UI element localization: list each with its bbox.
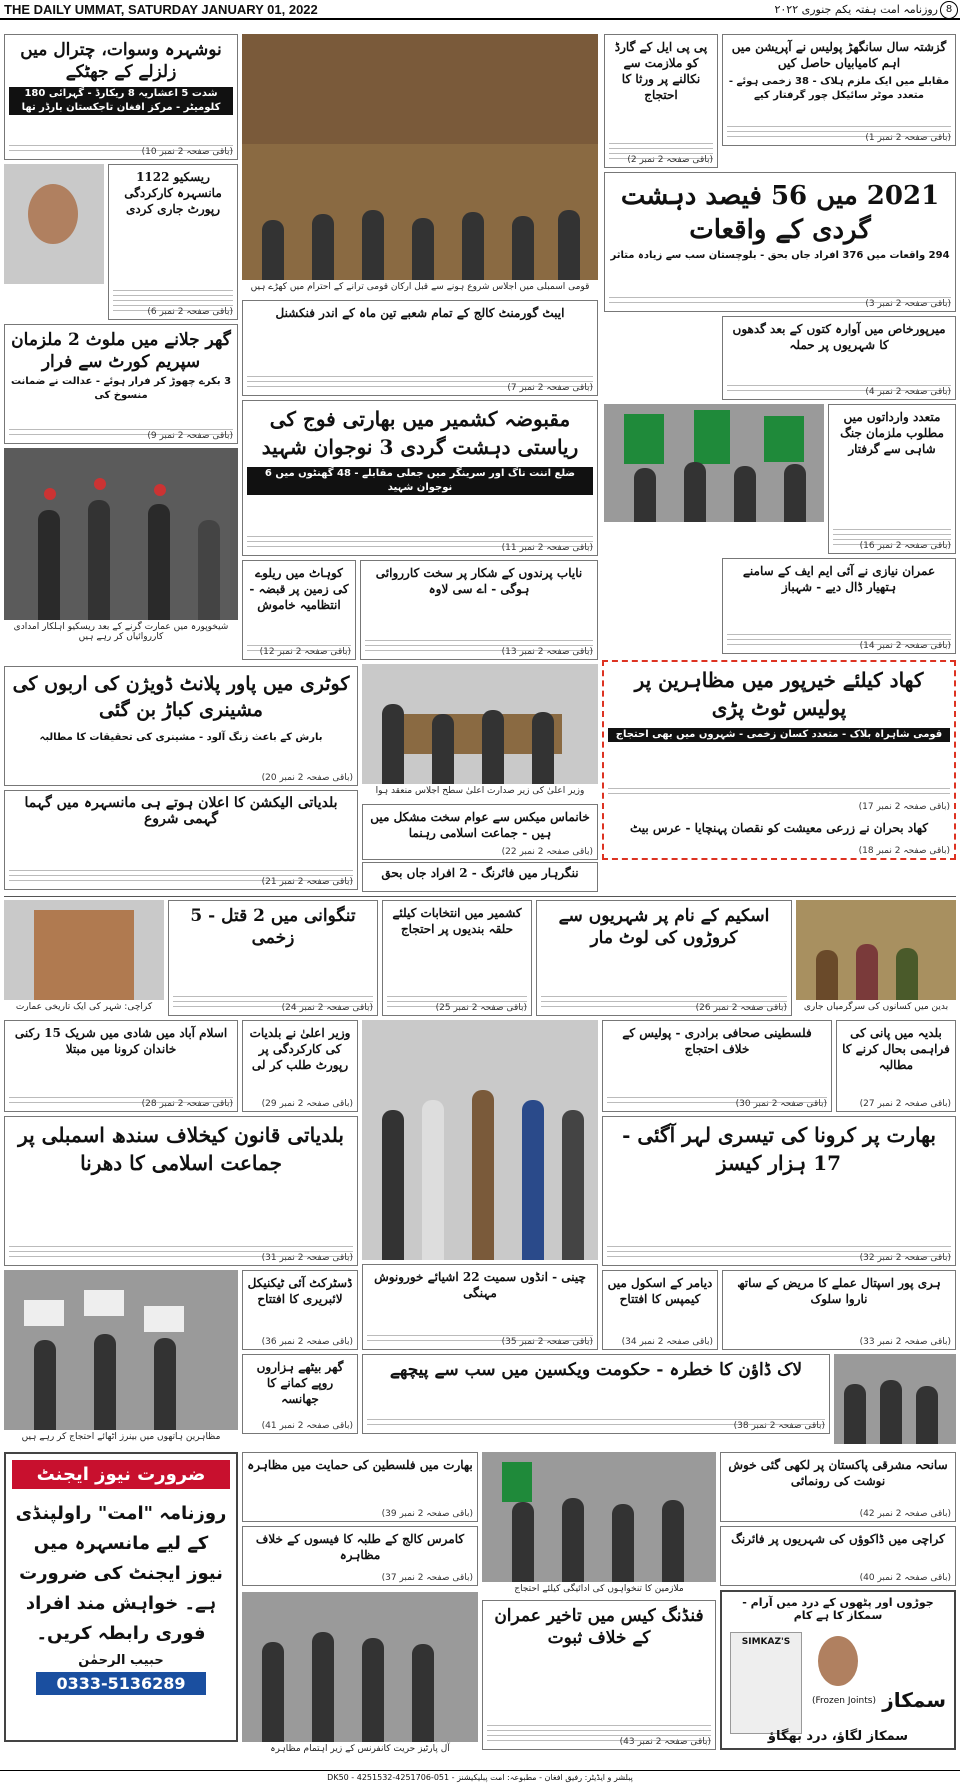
headline: لاک ڈاؤن کا خطرہ - حکومت ویکسین میں سب سے پیچھے — [389, 1360, 803, 1380]
story-s4 — [108, 164, 238, 320]
continuation: (باقی صفحہ 2 نمبر 13) — [501, 647, 593, 657]
masthead-urdu: روزنامہ امت ہفتہ یکم جنوری ۲۰۲۲ — [774, 3, 938, 16]
continuation: (باقی صفحہ 2 نمبر 1) — [865, 133, 951, 143]
photo-caption: وزیر اعلیٰ کی زیر صدارت اعلیٰ سطح اجلاس منعقد ہوا — [362, 786, 598, 800]
headline: ایبٹ گورمنٹ کالج کے تمام شعبے تین ماہ کے اندر فنکشنل — [275, 306, 565, 320]
story-s31 — [602, 1270, 718, 1350]
story-s20 — [168, 900, 378, 1016]
headline: عمران نیازی نے آئی ایم ایف کے سامنے ہتھیار ڈال دیے - شہباز — [742, 564, 936, 594]
story-s15 — [4, 790, 358, 890]
photo-building — [4, 900, 164, 1000]
photo-assembly — [242, 34, 598, 280]
ad-phone: 0333-5136289 — [36, 1672, 206, 1695]
headline: اسلام آباد میں شادی میں شریک 15 رکنی خاندان کرونا میں مبتلا — [14, 1026, 228, 1056]
headline: کوہاٹ میں ریلوے کی زمین پر قبضہ - انتظامیہ خاموش — [249, 566, 349, 612]
ad-sub: (Frozen Joints) — [812, 1696, 876, 1706]
photo-protesters — [834, 1354, 956, 1444]
continuation: (باقی صفحہ 2 نمبر 37) — [381, 1573, 473, 1583]
continuation: (باقی صفحہ 2 نمبر 3) — [865, 299, 951, 309]
subheadline: 294 واقعات میں 376 افراد جاں بحق - بلوچستان سب سے زیادہ متاثر — [610, 250, 950, 261]
photo-caption: بدین میں کسانوں کی سرگرمیاں جاری — [796, 1002, 956, 1016]
headline: سانحہ مشرقی پاکستان پر لکھی گئی خوش نوشت کی رونمائی — [728, 1458, 948, 1488]
story-s3 — [4, 34, 238, 160]
continuation: (باقی صفحہ 2 نمبر 29) — [261, 1099, 353, 1109]
continuation: (باقی صفحہ 2 نمبر 31) — [261, 1253, 353, 1263]
continuation: (باقی صفحہ 2 نمبر 30) — [735, 1099, 827, 1109]
ad-contact-name: حبیب الرحمٰن — [78, 1653, 164, 1668]
headline: بھارت میں فلسطین کی حمایت میں مظاہرہ — [247, 1458, 473, 1472]
continuation: (باقی صفحہ 2 نمبر 7) — [507, 383, 593, 393]
subheadline: شدت 5 اعشاریہ 8 ریکارڈ - گہرائی 180 کلومیٹر - مرکز افغان تاجکستان بارڈر تھا — [9, 87, 233, 115]
body — [608, 784, 950, 798]
continuation: (باقی صفحہ 2 نمبر 35) — [501, 1337, 593, 1347]
ad-slogan: سمکاز لگاؤ، درد بھگاؤ — [767, 1729, 909, 1744]
headline: متعدد وارداتوں میں مطلوب ملزمان جنگ شاہی سے گرفتار — [840, 410, 944, 456]
continuation: (باقی صفحہ 2 نمبر 40) — [859, 1573, 951, 1583]
continuation-2: (باقی صفحہ 2 نمبر 18) — [858, 846, 950, 856]
headline: کراچی میں ڈاکوؤں کی شہریوں پر فائرنگ — [731, 1532, 945, 1546]
story-s39 — [482, 1600, 716, 1750]
story-s7 — [4, 324, 238, 444]
photo-protest-banners — [4, 1270, 238, 1430]
story-s19 — [362, 862, 598, 892]
continuation: (باقی صفحہ 2 نمبر 43) — [619, 1737, 711, 1747]
story-s28 — [602, 1116, 956, 1266]
masthead-english: THE DAILY UMMAT, SATURDAY JANUARY 01, 2022 — [4, 2, 318, 17]
headline: میرپورخاص میں آوارہ کتوں کے بعد گدھوں کا شہریوں پر حملہ — [732, 322, 946, 352]
continuation: (باقی صفحہ 2 نمبر 16) — [859, 541, 951, 551]
headline: وزیر اعلیٰ نے بلدیات کی کارکردگی پر رپورٹ طلب کر لی — [249, 1026, 351, 1072]
story-s22 — [536, 900, 792, 1016]
ad-banner: ضرورت نیوز ایجنٹ — [12, 1460, 230, 1489]
story-s2 — [604, 34, 718, 168]
headline: تنگوانی میں 2 قتل - 5 زخمی — [190, 906, 356, 948]
photo-caption: قومی اسمبلی میں اجلاس شروع ہونے سے قبل ارکان قومی ترانے کے احترام میں کھڑے ہیں — [242, 282, 598, 296]
story-s16-highlighted — [602, 660, 956, 860]
story-s38 — [242, 1526, 478, 1586]
photo-group — [362, 1020, 598, 1260]
subheadline: ضلع اننت ناگ اور سرینگر میں جعلی مقابلے - 48 گھنٹوں میں 6 نوجوان شہید — [247, 467, 593, 495]
continuation: (باقی صفحہ 2 نمبر 21) — [261, 877, 353, 887]
story-s9 — [828, 404, 956, 554]
ad-brand-urdu: سمکاز — [882, 1688, 946, 1712]
headline: فلسطینی صحافی برادری - پولیس کے خلاف احتجاج — [622, 1026, 812, 1056]
continuation: (باقی صفحہ 2 نمبر 26) — [695, 1003, 787, 1013]
headline: کامرس کالج کے طلبہ کا فیسوں کے خلاف مظاہرہ — [255, 1532, 465, 1562]
headline: کھاد کیلئے خیرپور میں مظاہرین پر پولیس ٹوٹ پڑی — [634, 668, 924, 720]
continuation: (باقی صفحہ 2 نمبر 4) — [865, 387, 951, 397]
headline: ریسکیو 1122 مانسہرہ کارکردگی رپورٹ جاری کردی — [124, 170, 222, 216]
ad-tagline: جوڑوں اور پٹھوں کے درد میں آرام - سمکاز کا ہے کام — [742, 1596, 934, 1622]
story-s13 — [242, 560, 356, 660]
ad-portrait — [818, 1636, 858, 1686]
subheadline: 3 بکرے چھوڑ کر فرار ہوئے - عدالت نے ضمانت منسوخ کی — [10, 376, 232, 401]
headline-2: کھاد بحران نے زرعی معیشت کو نقصان پہنچایا - عرس بیٹ — [629, 821, 929, 835]
footer: پبلشر و ایڈیٹر: رفیق افغان - مطبوعہ: امت پبلیکیشنز - 051-4251706-4251532 - DK50 — [0, 1770, 960, 1784]
story-s37 — [720, 1452, 956, 1522]
photo-caption: کراچی: شہر کی ایک تاریخی عمارت — [4, 1002, 164, 1016]
story-s35 — [720, 1526, 956, 1586]
continuation: (باقی صفحہ 2 نمبر 36) — [261, 1337, 353, 1347]
continuation: (باقی صفحہ 2 نمبر 41) — [261, 1421, 353, 1431]
headline: کشمیر میں انتخابات کیلئے حلقہ بندیوں پر احتجاج — [392, 906, 522, 936]
story-s23 — [836, 1020, 956, 1112]
photo-protest-flags — [604, 404, 824, 522]
story-s10 — [242, 400, 598, 556]
headline: چینی - انڈوں سمیت 22 اشیائے خورونوش مہنگی — [374, 1270, 586, 1300]
continuation: (باقی صفحہ 2 نمبر 6) — [147, 307, 233, 317]
continuation: (باقی صفحہ 2 نمبر 25) — [435, 1003, 527, 1013]
ad-simkaz — [720, 1590, 956, 1750]
ad-news-agent — [4, 1452, 238, 1742]
photo-injured-person — [4, 164, 104, 284]
headline: گزشتہ سال سانگھڑ پولیس نے آپریشن میں اہم کامیابیاں حاصل کیں — [731, 40, 947, 70]
story-s36 — [242, 1354, 358, 1434]
continuation: (باقی صفحہ 2 نمبر 32) — [859, 1253, 951, 1263]
story-s11 — [722, 558, 956, 654]
story-s29 — [362, 1264, 598, 1350]
masthead — [0, 0, 960, 20]
headline: 2021 میں 56 فیصد دہشت گردی کے واقعات — [620, 181, 940, 245]
continuation: (باقی صفحہ 2 نمبر 38) — [733, 1421, 825, 1431]
story-s32 — [242, 1270, 358, 1350]
continuation: (باقی صفحہ 2 نمبر 12) — [259, 647, 351, 657]
continuation: (باقی صفحہ 2 نمبر 34) — [621, 1337, 713, 1347]
subheadline: مقابلے میں ایک ملزم ہلاک - 38 زخمی ہوئے - متعدد موٹر سائیکل چور گرفتار کیے — [728, 76, 950, 101]
headline: نوشہرہ وسوات، چترال میں زلزلے کے جھٹکے — [20, 40, 222, 82]
headline: ہری پور اسپتال عملے کا مریض کے ساتھ ناروا سلوک — [737, 1276, 941, 1306]
continuation: (باقی صفحہ 2 نمبر 33) — [859, 1337, 951, 1347]
headline: کوٹری میں پاور پلانٹ ڈویژن کی اربوں کی مشینری کباڑ بن گئی — [12, 673, 350, 721]
continuation: (باقی صفحہ 2 نمبر 10) — [141, 147, 233, 157]
headline: بھارت پر کرونا کی تیسری لہر آگئی - 17 ہزار کیسز — [622, 1123, 936, 1175]
ad-text: روزنامہ "امت" راولپنڈی کے لیے مانسہرہ میں نیوز ایجنٹ کی ضرورت ہے۔ خواہش مند افراد فوری رابطہ کریں۔ — [15, 1503, 227, 1644]
continuation: (باقی صفحہ 2 نمبر 9) — [147, 431, 233, 441]
story-s33 — [362, 1354, 830, 1434]
story-s21 — [382, 900, 532, 1016]
story-s6 — [722, 316, 956, 400]
headline: نایاب پرندوں کے شکار پر سخت کارروائی ہوگی - اے سی لاوہ — [375, 566, 583, 596]
ad-product-box — [730, 1632, 802, 1734]
headline: خانماس میکس سے عوام سخت مشکل میں ہیں - جماعت اسلامی رہنما — [370, 810, 590, 840]
headline: بلدیاتی قانون کیخلاف سندھ اسمبلی پر جماعت اسلامی کا دھرنا — [18, 1123, 344, 1175]
continuation: (باقی صفحہ 2 نمبر 39) — [381, 1509, 473, 1519]
story-s8 — [242, 300, 598, 396]
photo-rally — [482, 1452, 716, 1582]
story-s26 — [602, 1020, 832, 1112]
continuation: (باقی صفحہ 2 نمبر 27) — [859, 1099, 951, 1109]
continuation: (باقی صفحہ 2 نمبر 17) — [858, 802, 950, 812]
story-s24 — [4, 1020, 238, 1112]
story-s34 — [242, 1452, 478, 1522]
continuation: (باقی صفحہ 2 نمبر 2) — [627, 155, 713, 165]
continuation: (باقی صفحہ 2 نمبر 20) — [261, 773, 353, 783]
headline: اسکیم کے نام پر شہریوں سے کروڑوں کی لوٹ مار — [558, 906, 770, 948]
photo-meeting — [362, 664, 598, 784]
continuation: (باقی صفحہ 2 نمبر 42) — [859, 1509, 951, 1519]
story-s14 — [4, 666, 358, 786]
story-s25 — [242, 1020, 358, 1112]
headline: بلدیہ میں پانی کی فراہمی بحال کرنے کا مطالبہ — [842, 1026, 950, 1072]
photo-caption: ملازمین کا تنخواہوں کی ادائیگی کیلئے احتجاج — [482, 1584, 716, 1598]
story-s27 — [4, 1116, 358, 1266]
photo-caption: مظاہرین ہاتھوں میں بینرز اٹھائے احتجاج کر رہے ہیں — [4, 1432, 238, 1446]
section-divider — [4, 896, 956, 897]
headline: ڈسٹرکٹ آئی ٹیکنیکل لائبریری کا افتتاح — [247, 1276, 353, 1306]
headline: مقبوضہ کشمیر میں بھارتی فوج کی ریاستی دہشت گردی 3 نوجوان شہید — [261, 407, 579, 459]
page-number: 8 — [940, 1, 958, 19]
story-s18 — [362, 804, 598, 860]
continuation: (باقی صفحہ 2 نمبر 22) — [501, 847, 593, 857]
subheadline: قومی شاہراہ بلاک - متعدد کسان زخمی - شہروں میں بھی احتجاج — [608, 728, 950, 742]
continuation: (باقی صفحہ 2 نمبر 28) — [141, 1099, 233, 1109]
headline: بلدیاتی الیکشن کا اعلان ہوتے ہی مانسہرہ میں گہما گہمی شروع — [24, 795, 338, 827]
story-s5 — [604, 172, 956, 312]
photo-caption: آل پارٹیز حریت کانفرنس کے زیر اہتمام مظاہرہ — [242, 1744, 478, 1758]
ad-brand-english: SIMKAZ'S — [741, 1637, 791, 1647]
headline: دیامر کے اسکول میں کیمپس کا افتتاح — [607, 1276, 713, 1306]
continuation: (باقی صفحہ 2 نمبر 11) — [501, 543, 593, 553]
headline: ننگرہار میں فائرنگ - 2 افراد جاں بحق — [381, 866, 579, 880]
photo-farmers — [796, 900, 956, 1000]
photo-caption: شیخوپورہ میں عمارت گرنے کے بعد ریسکیو اہلکار امدادی کارروائیاں کر رہے ہیں — [4, 622, 238, 636]
story-s1 — [722, 34, 956, 146]
subheadline: بارش کے باعث زنگ آلود - مشینری کی تحقیقات کا مطالبہ — [39, 732, 323, 743]
photo-kashmir-rally — [242, 1592, 478, 1742]
story-s12 — [360, 560, 598, 660]
photo-rescue — [4, 448, 238, 620]
continuation: (باقی صفحہ 2 نمبر 14) — [859, 641, 951, 651]
headline: گھر بیٹھے ہزاروں روپے کمانے کا جھانسہ — [256, 1360, 344, 1406]
headline: پی پی ایل کے گارڈ کو ملازمت سے نکالنے پر ورثا کا احتجاج — [614, 40, 708, 102]
story-s30 — [722, 1270, 956, 1350]
headline: فنڈنگ کیس میں تاخیر عمران کے خلاف ثبوت — [494, 1606, 704, 1648]
headline: گھر جلانے میں ملوث 2 ملزمان سپریم کورٹ سے فرار — [11, 330, 231, 372]
continuation: (باقی صفحہ 2 نمبر 24) — [281, 1003, 373, 1013]
